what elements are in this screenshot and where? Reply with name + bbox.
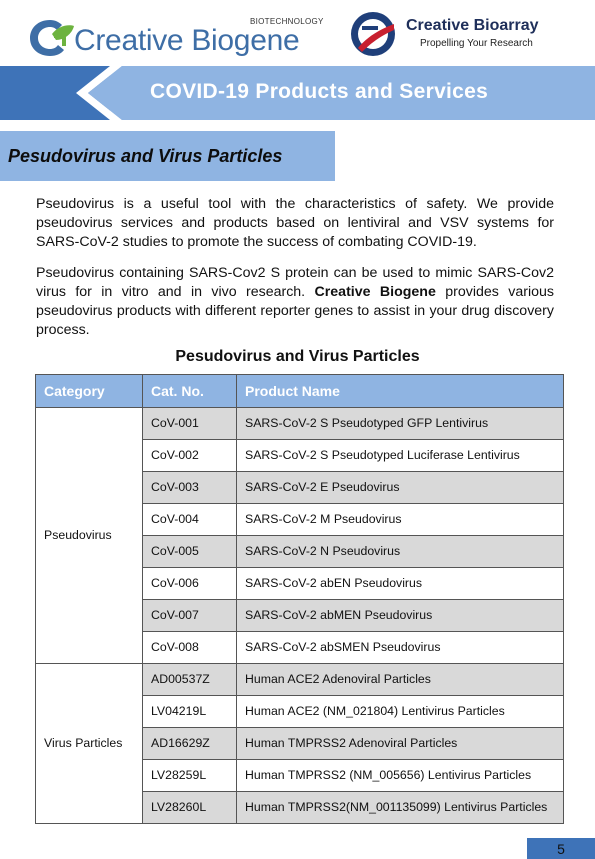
table-title: Pesudovirus and Virus Particles	[175, 348, 420, 365]
section-title: Pesudovirus and Virus Particles	[8, 146, 283, 166]
cat-no-cell: CoV-004	[143, 504, 237, 536]
product-name-cell: Human ACE2 Adenoviral Particles	[237, 664, 564, 696]
product-name-cell: SARS-CoV-2 N Pseudovirus	[237, 536, 564, 568]
company-name-bold: Creative Biogene	[314, 284, 436, 300]
description-paragraph	[36, 264, 554, 340]
product-name-cell: Human TMPRSS2 Adenoviral Particles	[237, 728, 564, 760]
description-text-end: provides various pseudovirus products with different reporter genes to assist in your drug discovery process.	[36, 284, 555, 338]
biogene-leaf-icon	[28, 16, 76, 60]
product-name-cell: SARS-CoV-2 M Pseudovirus	[237, 504, 564, 536]
cat-no-cell: CoV-007	[143, 600, 237, 632]
table-header-row	[36, 375, 564, 408]
table-row	[36, 664, 564, 696]
table-row	[36, 408, 564, 440]
header-cat-no: Cat. No.	[143, 375, 237, 408]
product-name-cell: Human ACE2 (NM_021804) Lentivirus Particles	[237, 696, 564, 728]
creative-biogene-logo	[28, 12, 324, 62]
biotechnology-label: BIOTECHNOLOGY	[250, 17, 324, 26]
page-number: 5	[557, 841, 565, 857]
cat-no-cell: LV28260L	[143, 792, 237, 824]
cat-no-cell: CoV-002	[143, 440, 237, 472]
cat-no-cell: CoV-003	[143, 472, 237, 504]
description-text-start: Pseudovirus containing SARS-Cov2 S protein can be used to mimic SARS-Cov2 virus for in vitro and in vivo research.	[36, 265, 554, 300]
banner-chevron-icon	[76, 66, 122, 120]
product-name-cell: SARS-CoV-2 S Pseudotyped GFP Lentivirus	[237, 408, 564, 440]
cat-no-cell: AD16629Z	[143, 728, 237, 760]
cat-no-cell: CoV-006	[143, 568, 237, 600]
cat-no-cell: CoV-005	[143, 536, 237, 568]
biogene-wordmark: Creative Biogene	[74, 24, 300, 57]
banner-title: COVID-19 Products and Services	[150, 80, 489, 103]
product-name-cell: SARS-CoV-2 abEN Pseudovirus	[237, 568, 564, 600]
category-cell-virus-particles: Virus Particles	[36, 664, 143, 824]
product-name-cell: SARS-CoV-2 E Pseudovirus	[237, 472, 564, 504]
header-product-name: Product Name	[237, 375, 564, 408]
header-category: Category	[36, 375, 143, 408]
product-name-cell: SARS-CoV-2 S Pseudotyped Luciferase Lentivirus	[237, 440, 564, 472]
product-name-cell: SARS-CoV-2 abMEN Pseudovirus	[237, 600, 564, 632]
creative-bioarray-logo	[348, 8, 563, 60]
cat-no-cell: AD00537Z	[143, 664, 237, 696]
cat-no-cell: LV04219L	[143, 696, 237, 728]
intro-paragraph: Pseudovirus is a useful tool with the characteristics of safety. We provide pseudovirus services and products based on lentiviral and VSV systems for SARS-CoV-2 studies to promote the success of combating COVID-19.	[36, 196, 554, 250]
product-name-cell: SARS-CoV-2 abSMEN Pseudovirus	[237, 632, 564, 664]
bioarray-globe-icon	[348, 8, 398, 60]
product-name-cell: Human TMPRSS2 (NM_005656) Lentivirus Particles	[237, 760, 564, 792]
bioarray-wordmark: Creative Bioarray	[406, 17, 539, 34]
cat-no-cell: LV28259L	[143, 760, 237, 792]
bioarray-tagline: Propelling Your Research	[420, 38, 533, 49]
category-cell-pseudovirus: Pseudovirus	[36, 408, 143, 664]
product-name-cell: Human TMPRSS2(NM_001135099) Lentivirus Particles	[237, 792, 564, 824]
product-table	[35, 374, 564, 824]
cat-no-cell: CoV-001	[143, 408, 237, 440]
cat-no-cell: CoV-008	[143, 632, 237, 664]
